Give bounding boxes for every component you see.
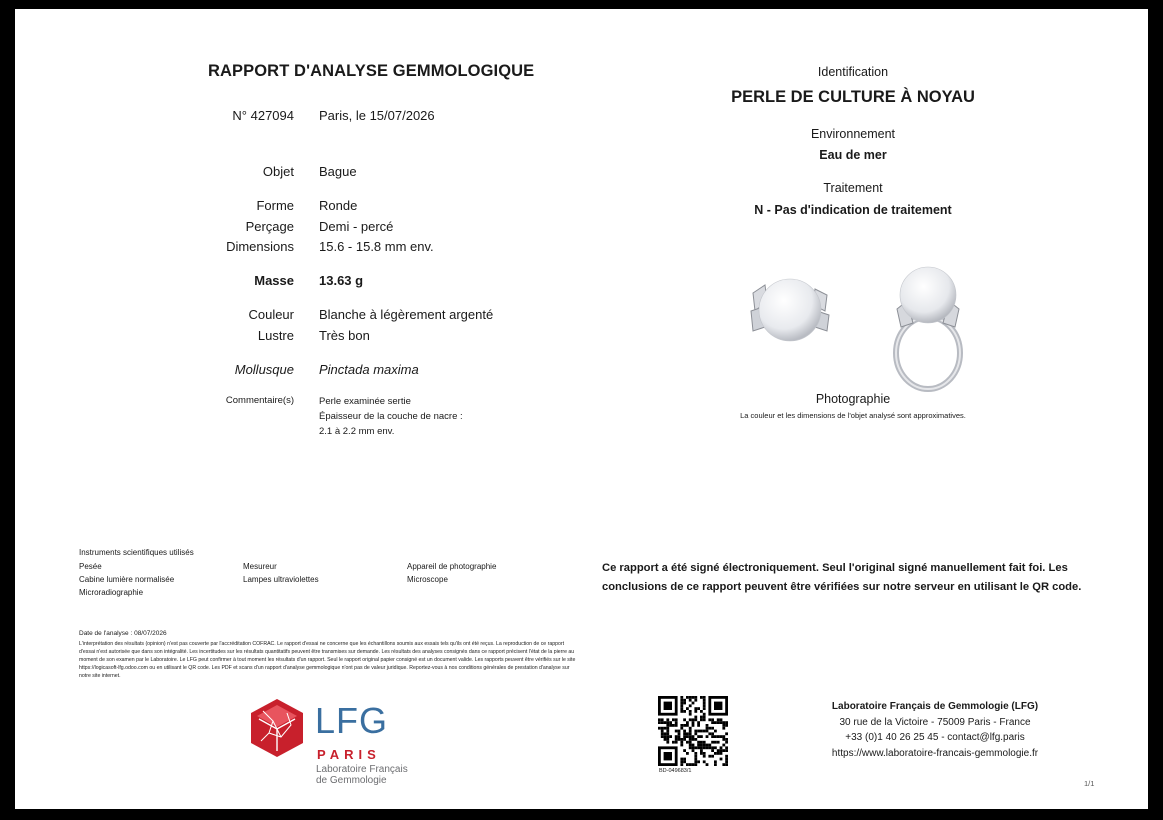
signature-note: Ce rapport a été signé électroniquement. Seul l'original signé manuellement fait foi. Les conclusions de ce rapport peuvent être vérifiées sur notre serveur en utilisant le QR code.: [602, 562, 1082, 593]
lustre-value: Très bon: [319, 328, 370, 343]
report-title: RAPPORT D'ANALYSE GEMMOLOGIQUE: [208, 62, 535, 80]
photo-label: Photographie: [815, 392, 891, 406]
masse-label: Masse: [254, 273, 294, 288]
instrument-item: Appareil de photographie: [407, 562, 497, 571]
lab-contact: +33 (0)1 40 26 25 45 - contact@lfg.paris: [845, 732, 1025, 743]
lab-info: [785, 699, 1085, 761]
dimensions-value: 15.6 - 15.8 mm env.: [319, 239, 434, 254]
environnement-label: Environnement: [810, 127, 896, 141]
masse-value: 13.63 g: [319, 273, 364, 288]
legal-text: L'interprétation des résultats (opinion) n'est pas couverte par l'accréditation COFRAC. Le rapport d'essai ne concerne que les échantillons soumis aux essais tels qu'ils ont été reçus. La reproduction de ce rapport d'essai n'est autorisée que dans son intégralité. Les incertitudes sur les résultats quantitatifs peuvent être transmises sur demande. Les résultats des analyses consignés dans ce rapport précisent l'état de la pierre au moment de son examen par le Laboratoire. Le LFG peut confirmer à tout moment les résultats d'un rapport. Seul le rapport original papier consigné est un document valide. Les rapports peuvent être vérifiés sur le site https://logicasoft-lfg.odoo.com ou en utilisant le QR code. Les PDF et scans d'un rapport d'analyse gemmologique n'ont pas de valeur juridique. Reportez-vous à nos conditions générales de prestation d'analyse sur notre site internet.: [79, 641, 576, 679]
identification-value: PERLE DE CULTURE À NOYAU: [731, 88, 975, 106]
analysis-date: Date de l'analyse : 08/07/2026: [79, 630, 167, 637]
photo-caption: La couleur et les dimensions de l'objet analysé sont approximatives.: [740, 411, 966, 420]
objet-label: Objet: [262, 164, 294, 179]
mollusque-label: Mollusque: [234, 362, 294, 377]
lab-name: Laboratoire Français de Gemmologie (LFG): [831, 701, 1039, 712]
instrument-item: Microscope: [407, 575, 448, 584]
page-number: 1/1: [1084, 779, 1095, 788]
commentaires-label: Commentaire(s): [225, 395, 294, 406]
lustre-label: Lustre: [257, 328, 294, 343]
environnement-value: Eau de mer: [819, 148, 887, 162]
lab-address: 30 rue de la Victoire - 75009 Paris - France: [839, 716, 1031, 728]
instruments-col2: [243, 560, 319, 586]
instruments-col3: [407, 560, 496, 586]
commentaire-line: 2.1 à 2.2 mm env.: [319, 426, 395, 437]
percage-label: Perçage: [245, 219, 294, 234]
ring-side-view-photo: [883, 265, 973, 393]
instrument-item: Mesureur: [243, 562, 277, 571]
commentaire-line: Épaisseur de la couche de nacre :: [319, 411, 463, 422]
objet-value: Bague: [319, 164, 357, 179]
instrument-item: Lampes ultraviolettes: [243, 575, 319, 584]
couleur-label: Couleur: [248, 307, 294, 322]
lfg-cube-logo-icon: [247, 697, 307, 761]
forme-value: Ronde: [319, 198, 358, 213]
report-place-date: Paris, le 15/07/2026: [319, 108, 435, 123]
dimensions-label: Dimensions: [226, 239, 294, 254]
lab-website[interactable]: https://www.laboratoire-francais-gemmologie.fr: [831, 747, 1039, 759]
percage-value: Demi - percé: [319, 219, 394, 234]
traitement-value: N - Pas d'indication de traitement: [754, 203, 952, 217]
logo-letters: LFG: [315, 700, 389, 741]
logo-subtitle-line: de Gemmologie: [316, 775, 387, 786]
logo-subtitle: [316, 764, 408, 786]
commentaire-line: Perle examinée sertie: [319, 396, 411, 407]
qr-code-icon[interactable]: [658, 696, 728, 766]
instruments-title: Instruments scientifiques utilisés: [79, 548, 194, 557]
traitement-label: Traitement: [823, 181, 883, 195]
instrument-item: Pesée: [79, 562, 102, 571]
report-number: N° 427094: [232, 108, 294, 123]
logo-city: PARIS: [317, 747, 381, 762]
forme-label: Forme: [256, 198, 294, 213]
commentaires-value: [319, 394, 463, 439]
ring-top-view-photo: [745, 271, 835, 349]
identification-label: Identification: [817, 65, 889, 79]
mollusque-value: Pinctada maxima: [319, 362, 419, 377]
instrument-item: Microradiographie: [79, 588, 144, 597]
instrument-item: Cabine lumière normalisée: [79, 575, 175, 584]
instruments-col1: [79, 560, 174, 599]
report-page: [15, 9, 1148, 809]
couleur-value: Blanche à légèrement argenté: [319, 307, 494, 322]
qr-code-id: BD-049683/1: [659, 768, 692, 774]
logo-subtitle-line: Laboratoire Français: [316, 764, 408, 775]
